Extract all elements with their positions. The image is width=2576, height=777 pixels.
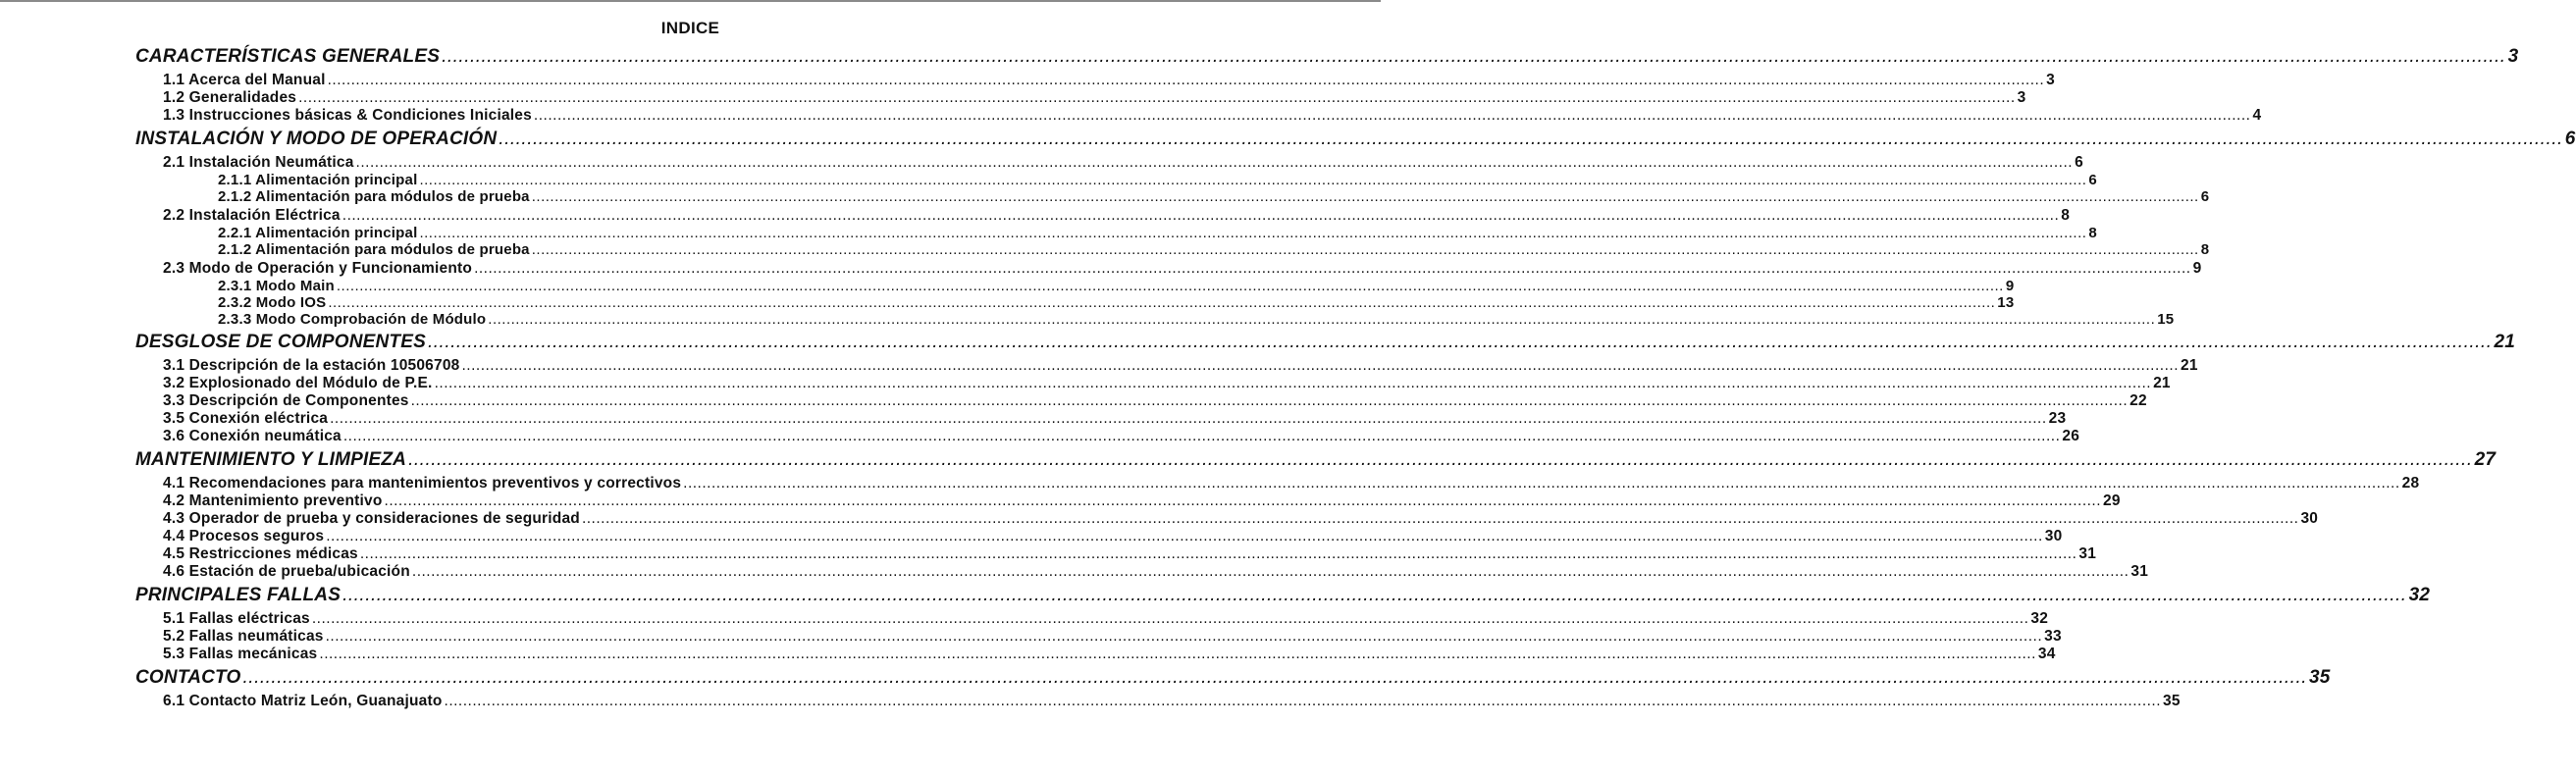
- toc-page-number: 15: [2157, 311, 2175, 328]
- toc-page-number: 3: [2046, 72, 2055, 88]
- dot-leader: ............................................................................................................................................................................................................................................................................................................................................................................: [499, 129, 2563, 149]
- dot-leader: ............................................................................................................................................................................................................................................................................................................................................................................: [419, 225, 2087, 241]
- dot-leader: ............................................................................................................................................................................................................................................................................................................................................................................: [488, 311, 2156, 328]
- toc-item[interactable]: [135, 492, 2121, 510]
- toc-page-number: 9: [2192, 260, 2202, 277]
- toc-page-number: 21: [2181, 357, 2198, 374]
- toc-subitem-label: 2.1.1 Alimentación principal: [218, 172, 418, 188]
- toc-section-title: INSTALACIÓN Y MODO DE OPERACIÓN: [135, 129, 498, 149]
- toc-subitem[interactable]: [135, 225, 2097, 241]
- toc-page-number: 35: [2163, 693, 2181, 709]
- toc-item-label: 2.2 Instalación Eléctrica: [163, 207, 341, 224]
- dot-leader: ............................................................................................................................................................................................................................................................................................................................................................................: [242, 667, 2308, 688]
- toc-page-number: 21: [2494, 332, 2516, 352]
- dot-leader: ............................................................................................................................................................................................................................................................................................................................................................................: [461, 357, 2179, 374]
- dot-leader: ............................................................................................................................................................................................................................................................................................................................................................................: [444, 693, 2162, 709]
- dot-leader: ............................................................................................................................................................................................................................................................................................................................................................................: [683, 475, 2400, 492]
- toc-section-caracteristicas[interactable]: [135, 45, 2519, 69]
- toc-page-number: 29: [2103, 492, 2121, 509]
- toc-section-title: PRINCIPALES FALLAS: [135, 585, 342, 605]
- dot-leader: ............................................................................................................................................................................................................................................................................................................................................................................: [319, 646, 2036, 662]
- toc-page-number: 22: [2129, 392, 2147, 409]
- toc-page-number: 3: [2017, 89, 2026, 106]
- dot-leader: ............................................................................................................................................................................................................................................................................................................................................................................: [336, 278, 2004, 294]
- toc-item[interactable]: [135, 357, 2198, 375]
- toc-page-number: 30: [2044, 528, 2063, 544]
- toc-subitem[interactable]: [135, 311, 2175, 328]
- toc-item[interactable]: [135, 107, 2262, 125]
- toc-page-number: 33: [2044, 628, 2062, 645]
- toc-item-label: 6.1 Contacto Matriz León, Guanajuato: [163, 693, 443, 709]
- toc-page-number: 13: [1997, 294, 2015, 311]
- toc-item[interactable]: [135, 475, 2420, 492]
- dot-leader: ............................................................................................................................................................................................................................................................................................................................................................................: [342, 207, 2060, 224]
- toc-page-number: 6: [2200, 188, 2210, 205]
- toc-item-label: 5.3 Fallas mecánicas: [163, 646, 318, 662]
- toc-item[interactable]: [135, 428, 2080, 445]
- toc-page-number: 31: [2130, 563, 2149, 580]
- toc-item-label: 3.1 Descripción de la estación 10506708: [163, 357, 460, 374]
- toc-page-number: 21: [2153, 375, 2171, 391]
- toc-page-number: 35: [2309, 667, 2331, 688]
- toc-item-label: 2.3 Modo de Operación y Funcionamiento: [163, 260, 473, 277]
- toc-subitem-label: 2.3.1 Modo Main: [218, 278, 335, 294]
- toc-page-number: 32: [2030, 610, 2049, 627]
- toc-section-title: MANTENIMIENTO Y LIMPIEZA: [135, 449, 407, 470]
- toc-subitem-label: 2.1.2 Alimentación para módulos de prueba: [218, 188, 530, 205]
- toc-item[interactable]: [135, 610, 2049, 628]
- toc-item[interactable]: [135, 154, 2083, 172]
- toc-item[interactable]: [135, 375, 2171, 392]
- toc-section-instalacion[interactable]: [135, 128, 2576, 151]
- toc-subitem[interactable]: [135, 241, 2210, 258]
- toc-item[interactable]: [135, 510, 2319, 528]
- toc-item[interactable]: [135, 207, 2071, 225]
- toc-subitem-label: 2.1.2 Alimentación para módulos de prueba: [218, 241, 530, 258]
- dot-leader: ............................................................................................................................................................................................................................................................................................................................................................................: [325, 628, 2043, 645]
- toc-page-number: 8: [2200, 241, 2210, 258]
- toc-item[interactable]: [135, 563, 2149, 581]
- toc-item-label: 5.2 Fallas neumáticas: [163, 628, 324, 645]
- toc-page-number: 27: [2474, 449, 2497, 470]
- dot-leader: ............................................................................................................................................................................................................................................................................................................................................................................: [581, 510, 2299, 527]
- dot-leader: ............................................................................................................................................................................................................................................................................................................................................................................: [298, 89, 2016, 106]
- dot-leader: ............................................................................................................................................................................................................................................................................................................................................................................: [311, 610, 2029, 627]
- dot-leader: ............................................................................................................................................................................................................................................................................................................................................................................: [328, 294, 1996, 311]
- table-of-contents: [135, 42, 2576, 710]
- toc-item[interactable]: [135, 89, 2026, 107]
- dot-leader: ............................................................................................................................................................................................................................................................................................................................................................................: [411, 563, 2129, 580]
- toc-section-title: CARACTERÍSTICAS GENERALES: [135, 46, 441, 67]
- toc-section-mantenimiento[interactable]: [135, 448, 2497, 472]
- toc-item[interactable]: [135, 528, 2063, 545]
- toc-item-label: 4.3 Operador de prueba y consideraciones de seguridad: [163, 510, 580, 527]
- dot-leader: ............................................................................................................................................................................................................................................................................................................................................................................: [327, 72, 2045, 88]
- toc-item-label: 3.3 Descripción de Componentes: [163, 392, 409, 409]
- toc-item-label: 4.5 Restricciones médicas: [163, 545, 358, 562]
- toc-item[interactable]: [135, 260, 2202, 278]
- toc-subitem[interactable]: [135, 278, 2015, 294]
- toc-subitem-label: 2.3.2 Modo IOS: [218, 294, 327, 311]
- toc-subitem-label: 2.2.1 Alimentación principal: [218, 225, 418, 241]
- toc-page-number: 4: [2252, 107, 2262, 124]
- toc-page-number: 31: [2078, 545, 2097, 562]
- toc-item-label: 2.1 Instalación Neumática: [163, 154, 354, 171]
- toc-item-label: 3.5 Conexión eléctrica: [163, 410, 329, 427]
- toc-item[interactable]: [135, 693, 2181, 710]
- toc-page-number: 34: [2037, 646, 2056, 662]
- dot-leader: ............................................................................................................................................................................................................................................................................................................................................................................: [531, 188, 2199, 205]
- toc-item-label: 4.4 Procesos seguros: [163, 528, 325, 544]
- dot-leader: ............................................................................................................................................................................................................................................................................................................................................................................: [326, 528, 2043, 544]
- toc-section-title: CONTACTO: [135, 667, 241, 688]
- dot-leader: ............................................................................................................................................................................................................................................................................................................................................................................: [384, 492, 2102, 509]
- toc-page-number: 6: [2564, 129, 2576, 149]
- page-title: INDICE: [660, 19, 720, 37]
- dot-leader: ............................................................................................................................................................................................................................................................................................................................................................................: [342, 428, 2061, 444]
- dot-leader: ............................................................................................................................................................................................................................................................................................................................................................................: [359, 545, 2077, 562]
- toc-item-label: 3.2 Explosionado del Módulo de P.E.: [163, 375, 433, 391]
- dot-leader: ............................................................................................................................................................................................................................................................................................................................................................................: [531, 241, 2199, 258]
- toc-page-number: 32: [2408, 585, 2431, 605]
- toc-subitem[interactable]: [135, 294, 2015, 311]
- dot-leader: ............................................................................................................................................................................................................................................................................................................................................................................: [434, 375, 2152, 391]
- toc-page-number: 6: [2075, 154, 2083, 171]
- toc-item[interactable]: [135, 545, 2097, 563]
- toc-subitem[interactable]: [135, 172, 2097, 188]
- toc-section-contacto[interactable]: [135, 666, 2331, 690]
- toc-page-number: 30: [2300, 510, 2319, 527]
- toc-item-label: 4.1 Recomendaciones para mantenimientos preventivos y correctivos: [163, 475, 682, 492]
- toc-item-label: 4.2 Mantenimiento preventivo: [163, 492, 383, 509]
- toc-item[interactable]: [135, 646, 2056, 663]
- toc-subitem-label: 2.3.3 Modo Comprobación de Módulo: [218, 311, 487, 328]
- toc-subitem[interactable]: [135, 188, 2210, 205]
- toc-item-label: 4.6 Estación de prueba/ubicación: [163, 563, 410, 580]
- toc-item-label: 5.1 Fallas eléctricas: [163, 610, 310, 627]
- dot-leader: ............................................................................................................................................................................................................................................................................................................................................................................: [410, 392, 2129, 409]
- dot-leader: ............................................................................................................................................................................................................................................................................................................................................................................: [408, 449, 2473, 470]
- toc-page-number: 23: [2048, 410, 2067, 427]
- dot-leader: ............................................................................................................................................................................................................................................................................................................................................................................: [442, 46, 2506, 67]
- toc-page-number: 8: [2088, 225, 2097, 241]
- toc-page-number: 6: [2088, 172, 2097, 188]
- toc-item-label: 3.6 Conexión neumática: [163, 428, 342, 444]
- toc-section-fallas[interactable]: [135, 584, 2431, 607]
- toc-item-label: 1.3 Instrucciones básicas & Condiciones Iniciales: [163, 107, 532, 124]
- toc-item[interactable]: [135, 72, 2055, 89]
- toc-item[interactable]: [135, 410, 2067, 428]
- toc-item[interactable]: [135, 628, 2062, 646]
- dot-leader: ............................................................................................................................................................................................................................................................................................................................................................................: [474, 260, 2191, 277]
- dot-leader: ............................................................................................................................................................................................................................................................................................................................................................................: [533, 107, 2251, 124]
- toc-page-number: 8: [2061, 207, 2071, 224]
- toc-page-number: 28: [2401, 475, 2420, 492]
- toc-page-number: 26: [2062, 428, 2080, 444]
- toc-section-desglose[interactable]: [135, 331, 2516, 354]
- toc-page-number: 3: [2507, 46, 2519, 67]
- top-border: [0, 0, 1381, 2]
- dot-leader: ............................................................................................................................................................................................................................................................................................................................................................................: [330, 410, 2047, 427]
- toc-item[interactable]: [135, 392, 2147, 410]
- toc-item-label: 1.1 Acerca del Manual: [163, 72, 326, 88]
- toc-section-title: DESGLOSE DE COMPONENTES: [135, 332, 426, 352]
- dot-leader: ............................................................................................................................................................................................................................................................................................................................................................................: [419, 172, 2087, 188]
- dot-leader: ............................................................................................................................................................................................................................................................................................................................................................................: [355, 154, 2074, 171]
- dot-leader: ............................................................................................................................................................................................................................................................................................................................................................................: [427, 332, 2493, 352]
- toc-item-label: 1.2 Generalidades: [163, 89, 297, 106]
- toc-page-number: 9: [2005, 278, 2015, 294]
- dot-leader: ............................................................................................................................................................................................................................................................................................................................................................................: [342, 585, 2407, 605]
